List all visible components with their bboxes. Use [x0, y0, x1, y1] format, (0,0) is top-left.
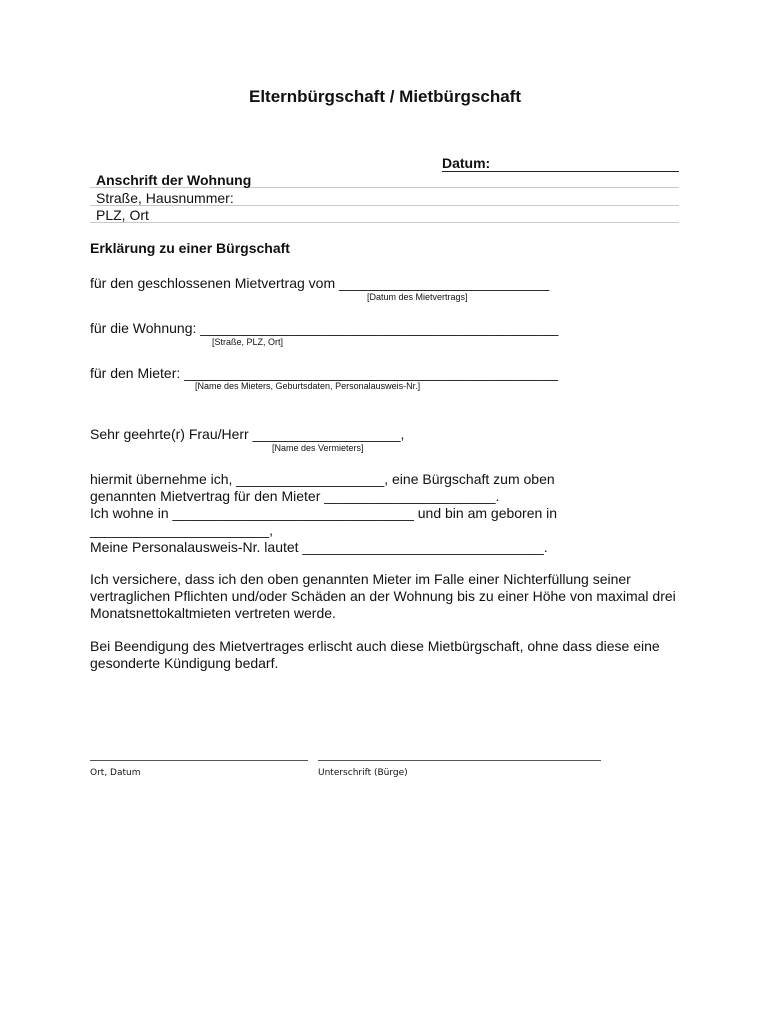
mieter-field[interactable]: für den Mieter: ________________________________________________ — [90, 365, 558, 381]
mietvertrag-hint: [Datum des Mietvertrags] — [367, 292, 468, 302]
signature-label: Unterschrift (Bürge) — [318, 768, 408, 778]
mietvertrag-date-field[interactable]: für den geschlossenen Mietvertrag vom ___________________________ — [90, 275, 550, 291]
paragraph-line[interactable]: genannten Mietvertrag für den Mieter ______________________. — [90, 488, 500, 504]
paragraph-line[interactable]: hiermit übernehme ich, ___________________, eine Bürgschaft zum oben — [90, 471, 555, 487]
datum-field-line[interactable] — [442, 171, 679, 172]
section-title: Erklärung zu einer Bürgschaft — [90, 240, 290, 256]
paragraph-line[interactable]: Ich wohne in _______________________________ und bin am geboren in — [90, 505, 558, 521]
wohnung-hint: [Straße, PLZ, Ort] — [212, 337, 284, 347]
document-title: Elternbürgschaft / Mietbürgschaft — [248, 87, 522, 106]
termination-paragraph: Bei Beendigung des Mietvertrages erlischt auch diese Mietbürgschaft, ohne dass diese eine gesonderte Kündigung bedarf. — [90, 638, 660, 671]
guarantor-signature-line[interactable] — [318, 760, 601, 761]
address-heading: Anschrift der Wohnung — [96, 172, 252, 188]
salutation-field[interactable]: Sehr geehrte(r) Frau/Herr ___________________, — [90, 426, 405, 442]
address-street-field[interactable]: Straße, Hausnummer: — [96, 190, 234, 206]
datum-label: Datum: — [442, 155, 491, 171]
mieter-hint: [Name des Mieters, Geburtsdaten, Personalausweis-Nr.] — [195, 381, 421, 391]
address-divider — [90, 222, 679, 223]
place-date-signature-line[interactable] — [90, 760, 308, 761]
paragraph-line[interactable]: _______________________, — [90, 522, 273, 538]
paragraph-line[interactable]: Meine Personalausweis-Nr. lautet _______________________________. — [90, 539, 548, 555]
place-date-label: Ort, Datum — [90, 768, 141, 778]
salutation-hint: [Name des Vermieters] — [272, 443, 364, 453]
wohnung-field[interactable]: für die Wohnung: ______________________________________________ — [90, 320, 559, 336]
address-city-field[interactable]: PLZ, Ort — [96, 207, 149, 223]
liability-paragraph: Ich versichere, dass ich den oben genannten Mieter im Falle einer Nichterfüllung seiner vertraglichen Pflichten und/oder Schäden an der Wohnung bis zu einer Höhe von maximal drei Monatsnettokaltmieten vertreten werde. — [90, 571, 676, 621]
